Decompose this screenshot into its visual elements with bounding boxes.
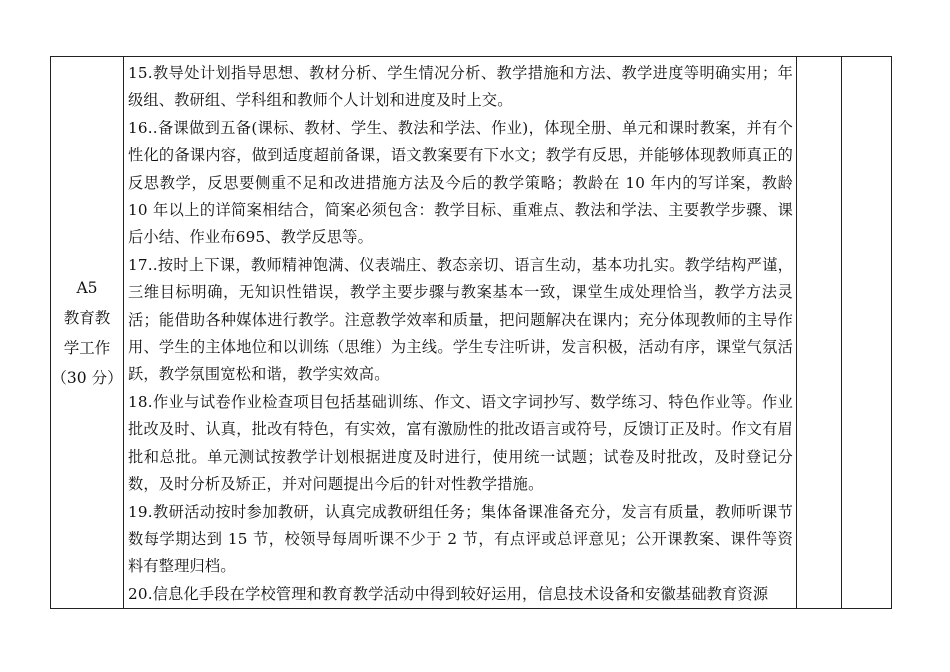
category-cell xyxy=(51,57,124,609)
table-row xyxy=(51,57,892,609)
category-title-line1: 教育教 xyxy=(63,308,111,327)
item-17: 17..按时上下课，教师精神饱满、仪表端庄、教态亲切、语言生动，基本功扎实。教学结构严谨，三维目标明确，无知识性错误，教学主要步骤与教案基本一致，课堂生成处理恰当，教学方法灵活；能借助各种媒体进行教学。注意教学效率和质量，把问题解决在课内；充分体现教师的主导作用、学生的主体地位和以训练（思维）为主线。学生专注听讲，发言积极，活动有序，课堂气氛活跃，教学氛围宽松和谐，教学实效高。 xyxy=(128,255,793,384)
item-19: 19.教研活动按时参加教研，认真完成教研组任务；集体备课准备充分，发言有质量，教师听课节数每学期达到 15 节，校领导每周听课不少于 2 节，有点评或总评意见；公开课教案、课件等资料有整理归档。 xyxy=(128,502,793,576)
item-15: 15.教导处计划指导思想、教材分析、学生情况分析、教学措施和方法、教学进度等明确实用；年级组、教研组、学科组和教师个人计划和进度及时上交。 xyxy=(128,64,793,110)
content-cell xyxy=(124,57,797,609)
category-title-line2: 学工作 xyxy=(63,338,111,357)
category-code: A5 xyxy=(76,278,98,297)
score-cell-a xyxy=(797,57,842,609)
category-points: （30 分） xyxy=(51,368,123,387)
item-18: 18.作业与试卷作业检查项目包括基础训练、作文、语文字词抄写、数学练习、特色作业等。作业批改及时、认真，批改有特色，有实效，富有激励性的批改语言或符号，反馈订正及时。作文有眉批和总批。单元测试按教学计划根据进度及时进行，使用统一试题；试卷及时批改，及时登记分数，及时分析及矫正，并对问题提出今后的针对性教学措施。 xyxy=(128,392,793,494)
item-16: 16..备课做到五备(课标、教材、学生、教法和学法、作业)，体现全册、单元和课时教案，并有个性化的备课内容，做到适度超前备课，语文教案要有下水文；教学有反思，并能够体现教师真正的反思教学，反思要侧重不足和改进措施方法及今后的教学策略；教龄在 10 年内的写详案，教龄 10 年以上的详简案相结合，简案必须包含：教学目标、重难点、教法和学法、主要教学步骤、课后小结、作业布695、教学反思等。 xyxy=(128,118,793,247)
item-20: 20.信息化手段在学校管理和教育教学活动中得到较好运用，信息技术设备和安徽基础教育资源 xyxy=(128,584,769,603)
score-cell-b xyxy=(842,57,892,609)
evaluation-table xyxy=(50,56,892,609)
